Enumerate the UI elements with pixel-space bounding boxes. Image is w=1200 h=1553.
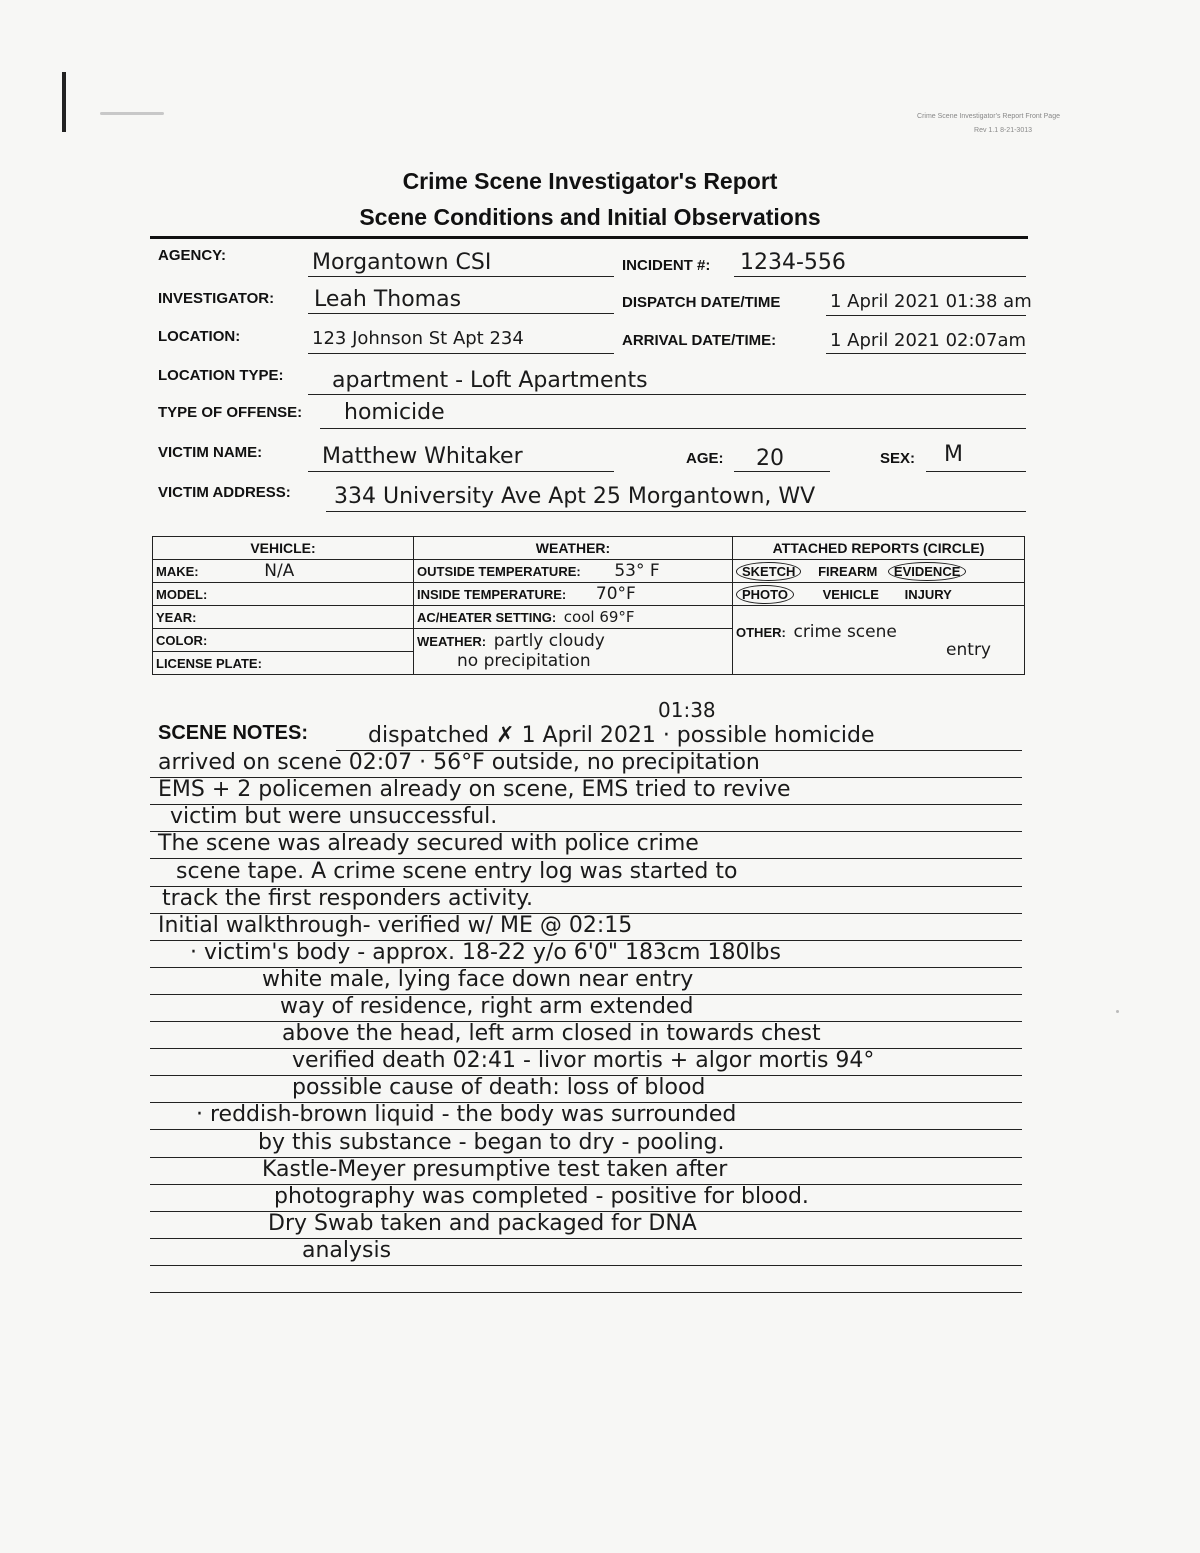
victim-address-underline	[326, 511, 1026, 512]
note-line-text: possible cause of death: loss of blood	[292, 1075, 706, 1100]
report-firearm[interactable]: FIREARM	[818, 563, 878, 579]
report-photo-circled[interactable]: PHOTO	[736, 585, 794, 604]
incident-label: INCIDENT #:	[622, 257, 711, 274]
note-line-text: · victim's body - approx. 18-22 y/o 6'0" 183cm 180lbs	[190, 940, 781, 965]
header-note	[868, 110, 1060, 138]
location-value: 123 Johnson St Apt 234	[312, 328, 524, 349]
arrival-underline	[826, 353, 1026, 354]
note-rule	[150, 1292, 1022, 1293]
weather-cell	[414, 629, 733, 675]
year-label: YEAR:	[156, 609, 197, 625]
note-line-text: photography was completed - positive for blood.	[274, 1184, 809, 1209]
victim-address-label: VICTIM ADDRESS:	[158, 484, 291, 501]
note-line-text: way of residence, right arm extended	[280, 994, 694, 1019]
other-value-2: entry	[946, 640, 991, 660]
incident-underline	[734, 276, 1026, 277]
plate-cell	[153, 652, 414, 675]
weather-header: WEATHER:	[414, 537, 733, 560]
ac-value: cool 69°F	[563, 608, 635, 626]
table-header-row	[153, 537, 1025, 560]
victim-name-underline	[308, 471, 614, 472]
note-line-text: victim but were unsuccessful.	[170, 804, 498, 829]
location-label: LOCATION:	[158, 328, 241, 345]
age-value: 20	[756, 446, 784, 471]
scan-smudge	[100, 112, 164, 115]
table-row	[153, 606, 1025, 629]
other-cell	[733, 606, 1025, 675]
note-rule	[150, 1265, 1022, 1266]
weather-label: WEATHER:	[417, 634, 487, 649]
report-sketch-circled[interactable]: SKETCH	[736, 562, 801, 581]
agency-underline	[308, 276, 614, 277]
age-label: AGE:	[686, 450, 724, 467]
investigator-label: INVESTIGATOR:	[158, 290, 275, 307]
location-type-underline	[308, 394, 1026, 395]
plate-label: LICENSE PLATE:	[156, 655, 262, 671]
sex-underline	[926, 471, 1026, 472]
model-label: MODEL:	[156, 586, 208, 602]
sex-label: SEX:	[880, 450, 916, 467]
note-line-text: verified death 02:41 - livor mortis + algor mortis 94°	[292, 1048, 875, 1073]
reports-header: ATTACHED REPORTS (CIRCLE)	[733, 537, 1025, 560]
scan-edge-mark	[62, 72, 66, 132]
inside-temp-label: INSIDE TEMPERATURE:	[417, 587, 567, 602]
victim-name-value: Matthew Whitaker	[322, 444, 523, 469]
make-label: MAKE:	[156, 564, 199, 579]
location-type-label: LOCATION TYPE:	[158, 367, 284, 384]
color-label: COLOR:	[156, 632, 208, 648]
outside-temp-cell	[414, 560, 733, 583]
color-cell	[153, 629, 414, 652]
dispatch-value: 1 April 2021 01:38 am	[830, 291, 1032, 312]
note-rule	[150, 1238, 1022, 1239]
revision: Rev 1.1 8-21-3013	[974, 127, 1032, 134]
weather-value: partly cloudy	[493, 631, 605, 651]
dispatch-label: DISPATCH DATE/TIME	[622, 294, 781, 311]
table-row	[153, 583, 1025, 606]
make-value: N/A	[264, 561, 295, 581]
vehicle-header: VEHICLE:	[153, 537, 414, 560]
offense-value: homicide	[344, 400, 445, 425]
agency-label: AGENCY:	[158, 247, 227, 264]
report-evidence-circled[interactable]: EVIDENCE	[888, 562, 966, 581]
note-line-text: arrived on scene 02:07 · 56°F outside, no precipitation	[158, 750, 760, 775]
dispatch-underline	[826, 315, 1026, 316]
note-line-text: Kastle-Meyer presumptive test taken after	[262, 1157, 728, 1182]
table-row	[153, 560, 1025, 583]
scene-notes-label: SCENE NOTES:	[158, 722, 309, 744]
investigator-value: Leah Thomas	[314, 287, 462, 312]
outside-temp-value: 53° F	[614, 561, 660, 581]
note-line-text: · reddish-brown liquid - the body was surrounded	[196, 1102, 737, 1127]
victim-name-label: VICTIM NAME:	[158, 444, 263, 461]
year-cell	[153, 606, 414, 629]
note-line-text: by this substance - began to dry - pooling.	[258, 1130, 725, 1155]
note-line-text: white male, lying face down near entry	[262, 967, 694, 992]
victim-address-value: 334 University Ave Apt 25 Morgantown, WV	[334, 484, 816, 509]
inside-temp-value: 70°F	[595, 584, 636, 604]
weather-value-2: no precipitation	[457, 651, 591, 671]
other-value: crime scene	[793, 622, 897, 642]
age-underline	[734, 471, 830, 472]
outside-temp-label: OUTSIDE TEMPERATURE:	[417, 564, 581, 579]
ac-label: AC/HEATER SETTING:	[417, 610, 557, 625]
agency-value: Morgantown CSI	[312, 250, 492, 275]
ac-cell	[414, 606, 733, 629]
report-injury[interactable]: INJURY	[904, 586, 952, 602]
offense-underline	[320, 428, 1026, 429]
reports-row-2	[733, 583, 1025, 606]
note-line-text: analysis	[302, 1238, 392, 1263]
conditions-table	[152, 536, 1025, 675]
note-line-text: The scene was already secured with police crime	[158, 831, 699, 856]
title-rule	[150, 236, 1028, 239]
note-line-text: track the first responders activity.	[162, 886, 533, 911]
scan-dot	[1116, 1010, 1119, 1013]
inside-temp-cell	[414, 583, 733, 606]
location-underline	[308, 353, 614, 354]
other-label: OTHER:	[736, 625, 786, 640]
note-line-text: Dry Swab taken and packaged for DNA	[268, 1211, 697, 1236]
report-subtitle: Scene Conditions and Initial Observations	[359, 204, 821, 230]
note-line-text: scene tape. A crime scene entry log was started to	[176, 859, 738, 884]
note-line-text: dispatched ✗ 1 April 2021 · possible homicide	[368, 723, 875, 748]
model-cell	[153, 583, 414, 606]
offense-label: TYPE OF OFFENSE:	[158, 404, 303, 421]
sex-value: M	[944, 442, 963, 467]
note-line-text: Initial walkthrough- verified w/ ME @ 02:15	[158, 913, 633, 938]
scene-notes-annotation: 01:38	[658, 698, 716, 722]
investigator-underline	[308, 313, 614, 314]
arrival-label: ARRIVAL DATE/TIME:	[622, 332, 777, 349]
note-line-text: EMS + 2 policemen already on scene, EMS tried to revive	[158, 777, 791, 802]
location-type-value: apartment - Loft Apartments	[332, 368, 648, 393]
doc-name: Crime Scene Investigator's Report Front Page	[917, 113, 1060, 120]
make-cell	[153, 560, 414, 583]
report-vehicle[interactable]: VEHICLE	[822, 586, 879, 602]
note-line-text: above the head, left arm closed in towards chest	[282, 1021, 821, 1046]
incident-value: 1234-556	[740, 250, 846, 275]
reports-row-1	[733, 560, 1025, 583]
report-title: Crime Scene Investigator's Report	[402, 168, 778, 194]
arrival-value: 1 April 2021 02:07am	[830, 330, 1027, 351]
